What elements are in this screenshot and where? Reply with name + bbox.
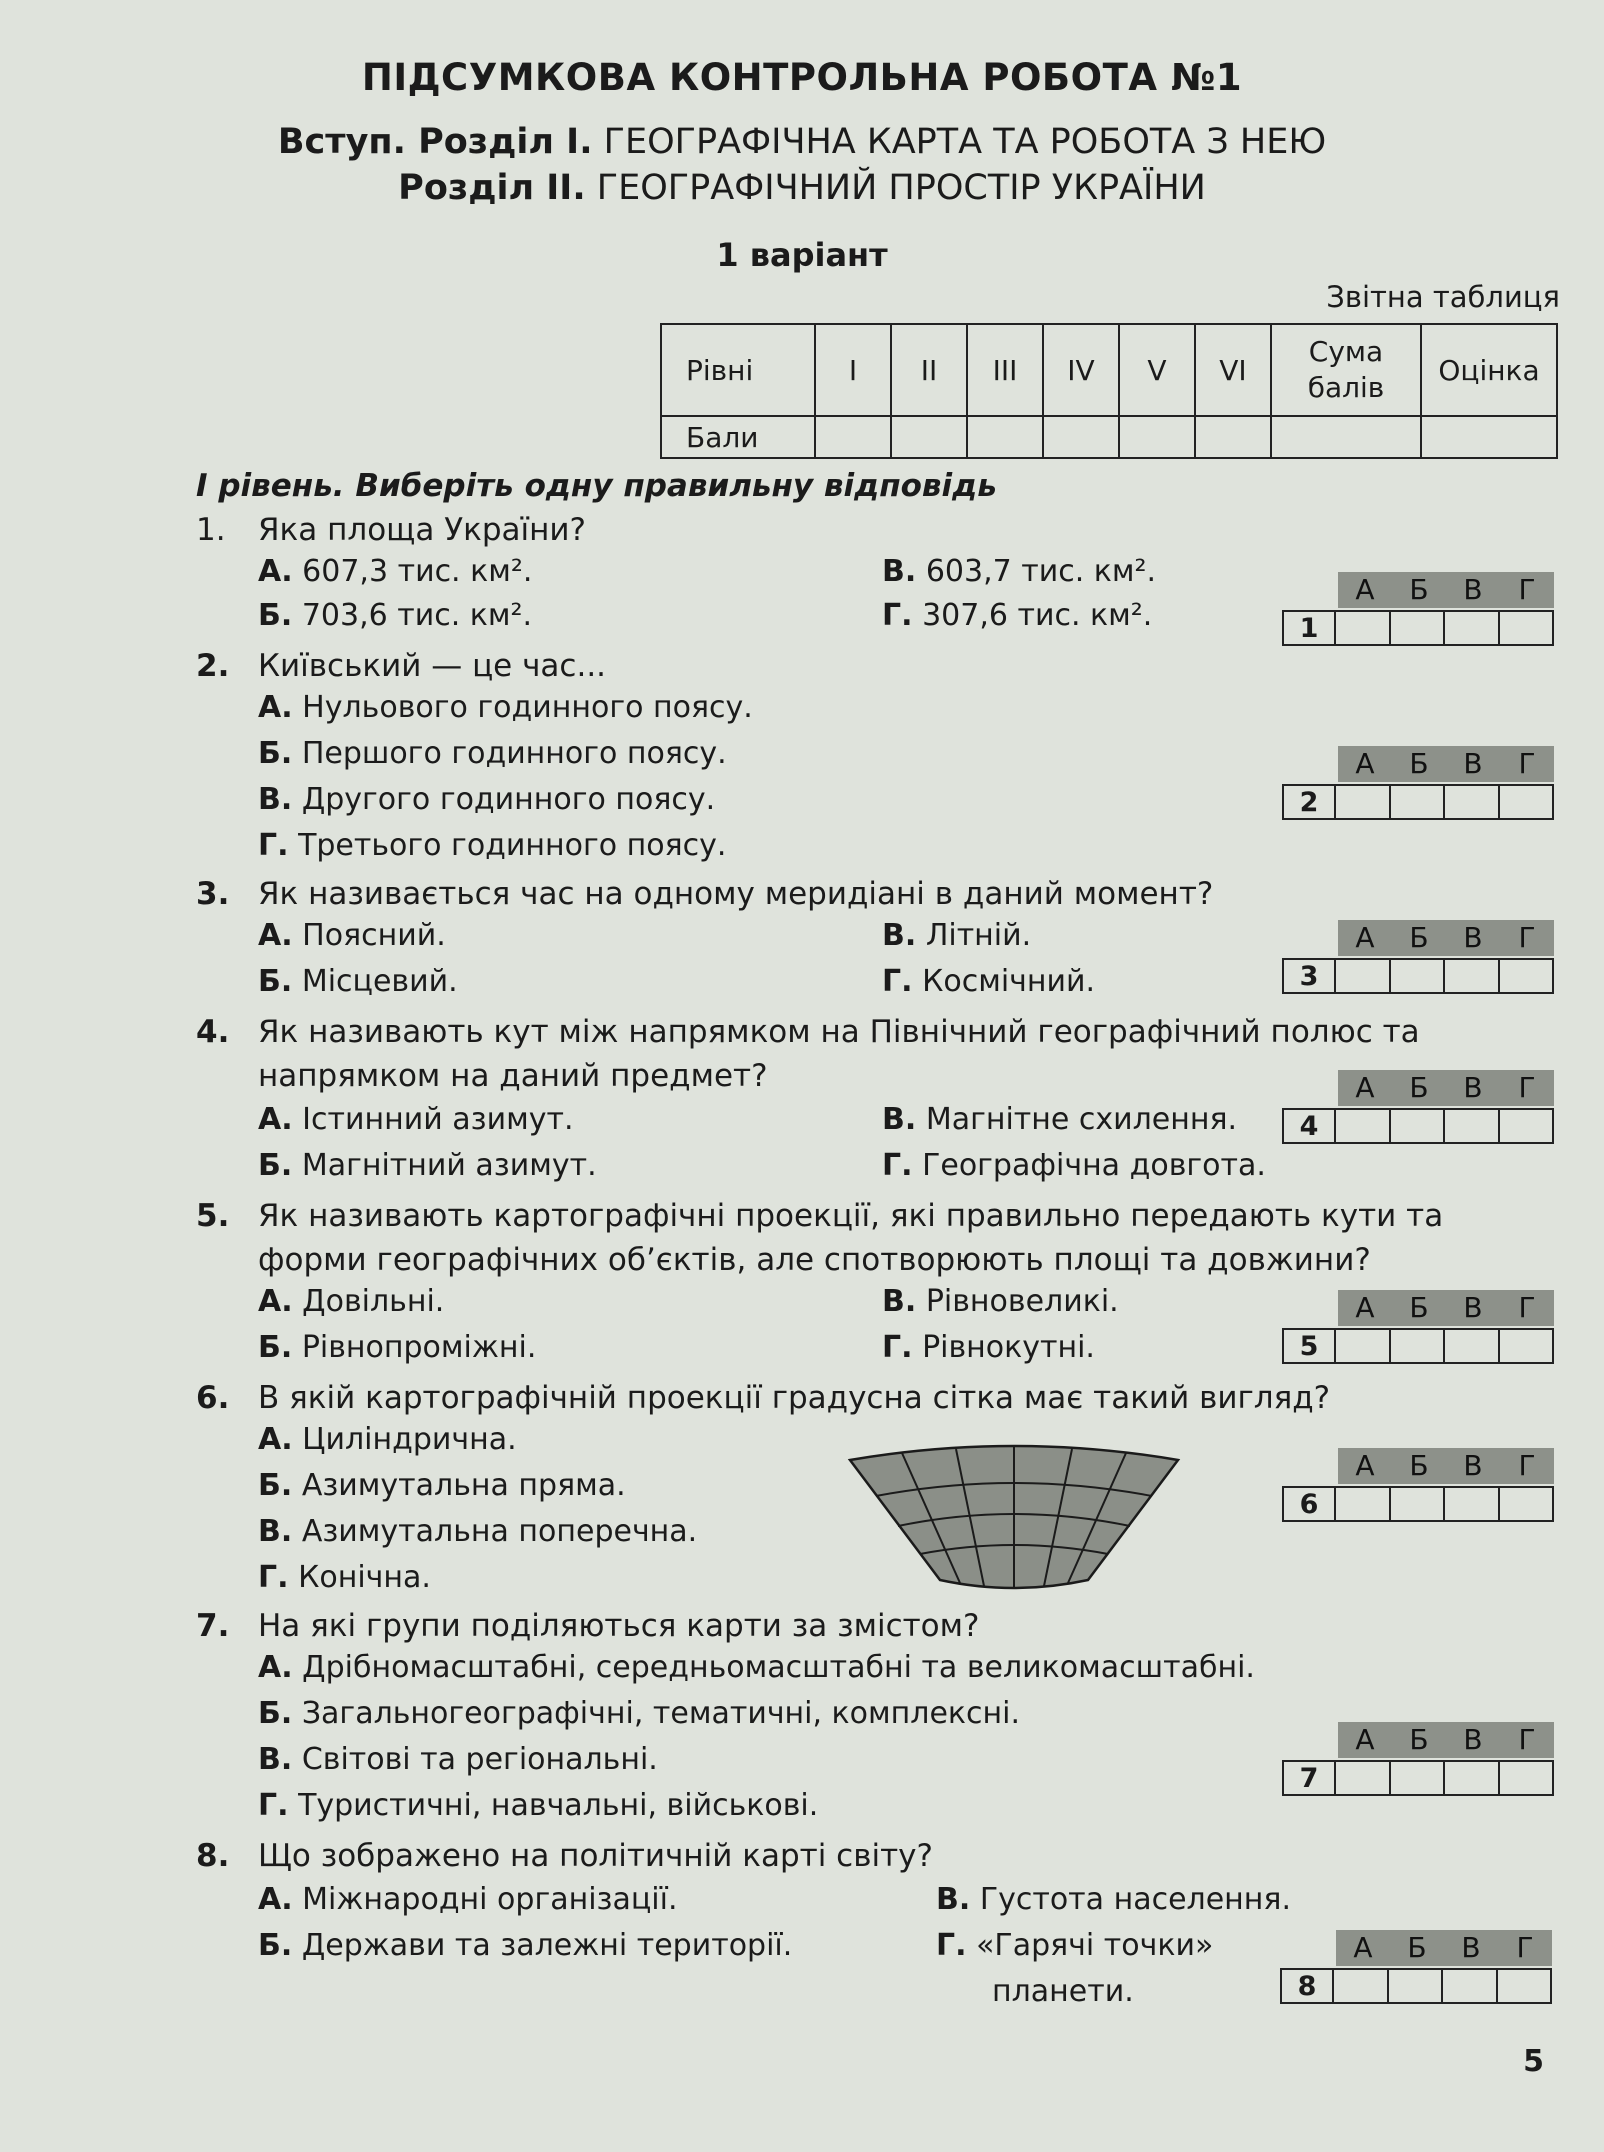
report-points-cell[interactable] xyxy=(815,416,891,458)
question-number: 4. xyxy=(196,1014,230,1050)
answer-cell[interactable] xyxy=(1500,1108,1555,1144)
answer-cell[interactable] xyxy=(1336,1760,1391,1796)
option-d: Г. «Гарячі точки» xyxy=(936,1928,1214,1963)
report-level-cell: V xyxy=(1119,324,1195,416)
option-b: Б. Держави та залежні території. xyxy=(258,1928,793,1963)
answer-cell[interactable] xyxy=(1336,784,1391,820)
option-b: Б. Азимутальна пряма. xyxy=(258,1468,626,1503)
answer-cell[interactable] xyxy=(1445,1328,1500,1364)
page-title: ПІДСУМКОВА КОНТРОЛЬНА РОБОТА №1 xyxy=(361,56,1243,99)
answer-cell[interactable] xyxy=(1334,1968,1389,2004)
question-text: На які групи поділяються карти за змістом? xyxy=(258,1608,980,1644)
option-d: Г. Третього годинного поясу. xyxy=(258,828,727,863)
report-levels-label: Рівні xyxy=(661,324,815,416)
question-text-line1: Як називають картографічні проекції, які правильно передають кути та xyxy=(258,1198,1444,1234)
option-c: В. Світові та регіональні. xyxy=(258,1742,658,1777)
answer-cell[interactable] xyxy=(1445,784,1500,820)
answer-grid-number: 1 xyxy=(1282,610,1336,646)
option-d: Г. Космічний. xyxy=(882,964,1096,999)
option-a: А. 607,3 тис. км². xyxy=(258,554,533,589)
answer-cell[interactable] xyxy=(1336,1108,1391,1144)
option-c: В. Літній. xyxy=(882,918,1032,953)
question-text-line2: напрямком на даний предмет? xyxy=(258,1058,768,1094)
question-number: 7. xyxy=(196,1608,230,1644)
question-text-line1: Як називають кут між напрямком на Північний географічний полюс та xyxy=(258,1014,1420,1050)
report-level-cell: II xyxy=(891,324,967,416)
option-c: В. Магнітне схилення. xyxy=(882,1102,1238,1137)
question-number: 8. xyxy=(196,1838,230,1874)
option-c: В. Рівновеликі. xyxy=(882,1284,1119,1319)
option-a: А. Циліндрична. xyxy=(258,1422,517,1457)
question-number: 1. xyxy=(196,512,226,548)
option-c: В. Другого годинного поясу. xyxy=(258,782,716,817)
option-d-continuation: планети. xyxy=(992,1974,1134,2009)
question-number: 6. xyxy=(196,1380,230,1416)
answer-cell[interactable] xyxy=(1391,610,1446,646)
answer-cell[interactable] xyxy=(1391,784,1446,820)
answer-cell[interactable] xyxy=(1498,1968,1553,2004)
option-c: В. Густота населення. xyxy=(936,1882,1291,1917)
answer-cell[interactable] xyxy=(1391,1328,1446,1364)
option-a: А. Дрібномасштабні, середньомасштабні та великомасштабні. xyxy=(258,1650,1255,1685)
answer-cell[interactable] xyxy=(1336,1328,1391,1364)
question-text: Що зображено на політичній карті світу? xyxy=(258,1838,933,1874)
answer-cell[interactable] xyxy=(1500,958,1555,994)
question-number: 5. xyxy=(196,1198,230,1234)
report-points-label: Бали xyxy=(661,416,815,458)
question-text: Як називається час на одному меридіані в даний момент? xyxy=(258,876,1214,912)
answer-cell[interactable] xyxy=(1445,1486,1500,1522)
question-text-line2: форми географічних об’єктів, але спотворюють площі та довжини? xyxy=(258,1242,1371,1278)
option-d: Г. Географічна довгота. xyxy=(882,1148,1266,1183)
option-b: Б. 703,6 тис. км². xyxy=(258,598,533,633)
answer-cell[interactable] xyxy=(1391,1486,1446,1522)
answer-cell[interactable] xyxy=(1500,1328,1555,1364)
answer-cell[interactable] xyxy=(1336,1486,1391,1522)
report-table-caption: Звітна таблиця xyxy=(1326,280,1560,314)
answer-cell[interactable] xyxy=(1500,1486,1555,1522)
report-points-cell[interactable] xyxy=(967,416,1043,458)
answer-cell[interactable] xyxy=(1500,1760,1555,1796)
question-number: 3. xyxy=(196,876,230,912)
answer-cell[interactable] xyxy=(1389,1968,1444,2004)
option-d: Г. Туристичні, навчальні, військові. xyxy=(258,1788,819,1823)
report-level-cell: III xyxy=(967,324,1043,416)
answer-cell[interactable] xyxy=(1391,1760,1446,1796)
report-grade-label: Оцінка xyxy=(1421,324,1557,416)
answer-letters: А Б В Г xyxy=(1338,572,1554,608)
option-b: Б. Місцевий. xyxy=(258,964,458,999)
worksheet-page: ПІДСУМКОВА КОНТРОЛЬНА РОБОТА №1 Вступ. Розділ І. ГЕОГРАФІЧНА КАРТА ТА РОБОТА З НЕЮ Розділ ІІ. ГЕОГРАФІЧНИЙ ПРОСТІР УКРАЇНИ 1 варіант Звітна таблиця Рівні I II III IV V VI Сума балів Оцінка Бали І рівень. Виберіть одну правильну відповідь 1. Яка площа України? А. 607,3 тис. км². Б. 703,6 тис. км². В. 603,7 тис. км². Г. 307,6 тис. км². А Б В Г 1 2. Київський — це час... А. Нульового годинного поясу. Б. Першого годинного поясу. В. Другого годинного поясу. Г. Третього годинного поясу. А Б В Г 2 3. Як називається час на одному меридіані в даний момент? А. Поясний. Б. Місцевий. В. Літній. Г. Космічний. А Б В Г 3 4. Як називають кут між напрямком на Північний географічний полюс та напрямком на даний предмет? А. Істинний азимут. Б. Магнітний азимут. В. Магнітне схилення. Г. Географічна довгота. А Б В Г 4 5. Як називають картографічні проекції, які правильно передають кути та форми географічних об’єктів, але спотворюють площі та довжини? А. Довільні. Б. Рівнопроміжні. В. Рівновеликі. Г. Рівнокутні. А Б В Г 5 6. В якій картографічній проекції градусна сітка має такий вигляд? А. Циліндрична. Б. Азимутальна пряма. В. Азимутальна поперечна. Г. Конічна. А Б В Г 6 7. На які групи поділяються карти за змістом? А. Дрібномасштабні, середньомасштабні та великомасштабні. Б. Загальногеографічні, тематичні, комплексні. В. Світові та регіональні. Г. Туристичні, навчальні, військові. А Б В Г 7 8. Що зображено на політичній карті світу? А. Міжнародні організації. Б. Держави та залежні території. В. Густота населення. Г. «Гарячі точки» планети. А Б В Г 8 5 xyxy=(0,0,1604,2152)
option-c: В. 603,7 тис. км². xyxy=(882,554,1157,589)
option-d: Г. 307,6 тис. км². xyxy=(882,598,1153,633)
answer-cell[interactable] xyxy=(1336,958,1391,994)
report-grade-cell[interactable] xyxy=(1421,416,1557,458)
option-c: В. Азимутальна поперечна. xyxy=(258,1514,698,1549)
section-heading-2: Розділ ІІ. ГЕОГРАФІЧНИЙ ПРОСТІР УКРАЇНИ xyxy=(398,168,1206,208)
question-text: Київський — це час... xyxy=(258,648,607,684)
answer-cell[interactable] xyxy=(1445,610,1500,646)
report-level-cell: I xyxy=(815,324,891,416)
answer-cell[interactable] xyxy=(1391,958,1446,994)
report-level-cell: VI xyxy=(1195,324,1271,416)
variant-label: 1 варіант xyxy=(716,236,888,274)
option-a: А. Довільні. xyxy=(258,1284,445,1319)
conic-grid-figure xyxy=(846,1440,1182,1590)
option-b: Б. Першого годинного поясу. xyxy=(258,736,727,771)
report-points-cell[interactable] xyxy=(1119,416,1195,458)
option-b: Б. Загальногеографічні, тематичні, комплексні. xyxy=(258,1696,1021,1731)
option-d: Г. Конічна. xyxy=(258,1560,431,1595)
option-a: А. Поясний. xyxy=(258,918,446,953)
page-number: 5 xyxy=(1523,2044,1544,2079)
answer-cell[interactable] xyxy=(1391,1108,1446,1144)
report-table xyxy=(660,323,1558,459)
question-text: Яка площа України? xyxy=(258,512,586,548)
section-heading-1: Вступ. Розділ І. ГЕОГРАФІЧНА КАРТА ТА РОБОТА З НЕЮ xyxy=(277,122,1327,162)
answer-cell[interactable] xyxy=(1445,1760,1500,1796)
answer-cell[interactable] xyxy=(1445,958,1500,994)
report-points-cell[interactable] xyxy=(1195,416,1271,458)
answer-cell[interactable] xyxy=(1443,1968,1498,2004)
report-level-cell: IV xyxy=(1043,324,1119,416)
answer-cell[interactable] xyxy=(1500,610,1555,646)
option-d: Г. Рівнокутні. xyxy=(882,1330,1095,1365)
report-sum-label: Сума балів xyxy=(1271,324,1421,416)
answer-cell[interactable] xyxy=(1445,1108,1500,1144)
level-heading: І рівень. Виберіть одну правильну відповідь xyxy=(196,468,997,504)
question-text: В якій картографічній проекції градусна сітка має такий вигляд? xyxy=(258,1380,1331,1416)
option-b: Б. Рівнопроміжні. xyxy=(258,1330,537,1365)
option-a: А. Міжнародні організації. xyxy=(258,1882,678,1917)
option-a: А. Нульового годинного поясу. xyxy=(258,690,753,725)
report-sum-cell[interactable] xyxy=(1271,416,1421,458)
report-points-cell[interactable] xyxy=(891,416,967,458)
option-b: Б. Магнітний азимут. xyxy=(258,1148,597,1183)
report-points-cell[interactable] xyxy=(1043,416,1119,458)
answer-cell[interactable] xyxy=(1500,784,1555,820)
option-a: А. Істинний азимут. xyxy=(258,1102,574,1137)
answer-cell[interactable] xyxy=(1336,610,1391,646)
question-number: 2. xyxy=(196,648,230,684)
